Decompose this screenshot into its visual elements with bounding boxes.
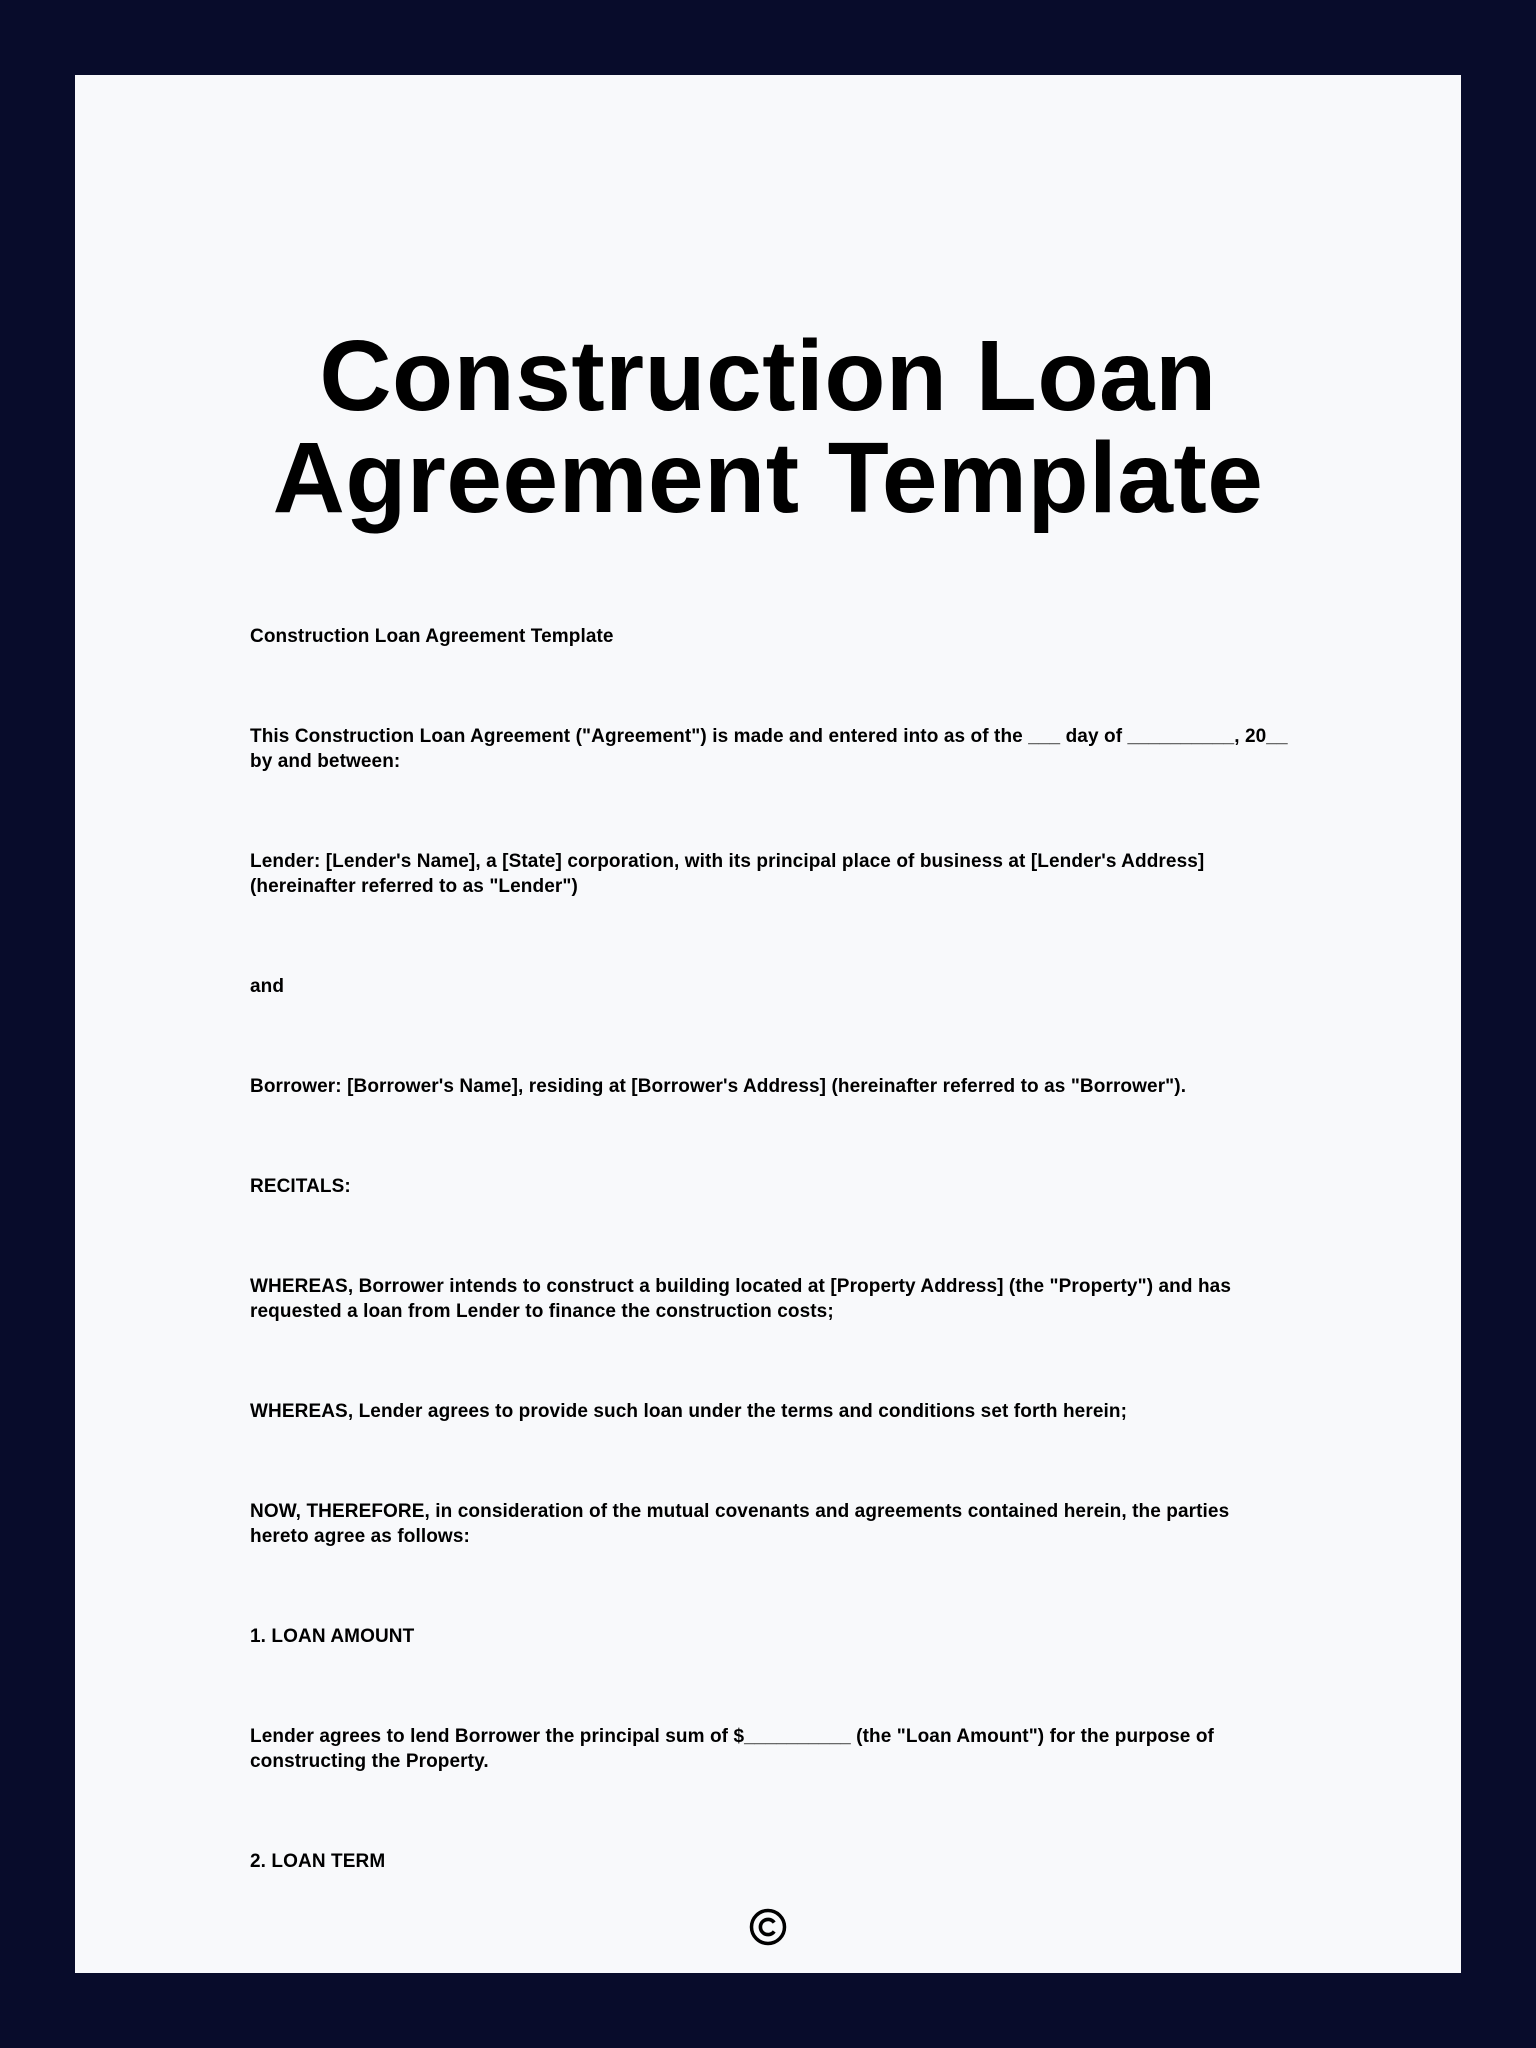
document-title (75, 320, 1461, 534)
now-therefore-paragraph: NOW, THEREFORE, in consideration of the mutual covenants and agreements contained herein, the parties hereto agree as follows: (250, 1501, 1230, 1547)
section-heading-loan-term: 2. LOAN TERM (250, 1851, 386, 1872)
whereas-paragraph-1: WHEREAS, Borrower intends to construct a building located at [Property Address] (the "Property") and has requested a loan from Lender to finance the construction costs; (250, 1276, 1231, 1322)
section-heading-loan-amount: 1. LOAN AMOUNT (250, 1626, 415, 1647)
title-line-2: Agreement Template (272, 422, 1264, 534)
copyright-icon (749, 1908, 787, 1946)
borrower-paragraph: Borrower: [Borrower's Name], residing at [Borrower's Address] (hereinafter referred to as "Borrower"). (250, 1076, 1187, 1097)
loan-amount-paragraph: Lender agrees to lend Borrower the principal sum of $__________ (the "Loan Amount") for the purpose of constructing the Property. (250, 1726, 1214, 1772)
whereas-paragraph-2: WHEREAS, Lender agrees to provide such loan under the terms and conditions set forth herein; (250, 1401, 1127, 1422)
lender-paragraph: Lender: [Lender's Name], a [State] corporation, with its principal place of business at [Lender's Address] (hereinafter referred to as "Lender") (250, 851, 1205, 897)
and-paragraph: and (250, 976, 285, 997)
document-body (250, 624, 1290, 1949)
recitals-heading: RECITALS: (250, 1176, 351, 1197)
subtitle-heading: Construction Loan Agreement Template (250, 626, 614, 647)
title-line-1: Construction Loan (319, 320, 1217, 432)
intro-paragraph: This Construction Loan Agreement ("Agreement") is made and entered into as of the ___ day of __________, 20__ by and between: (250, 726, 1288, 772)
document-page (75, 75, 1461, 1973)
